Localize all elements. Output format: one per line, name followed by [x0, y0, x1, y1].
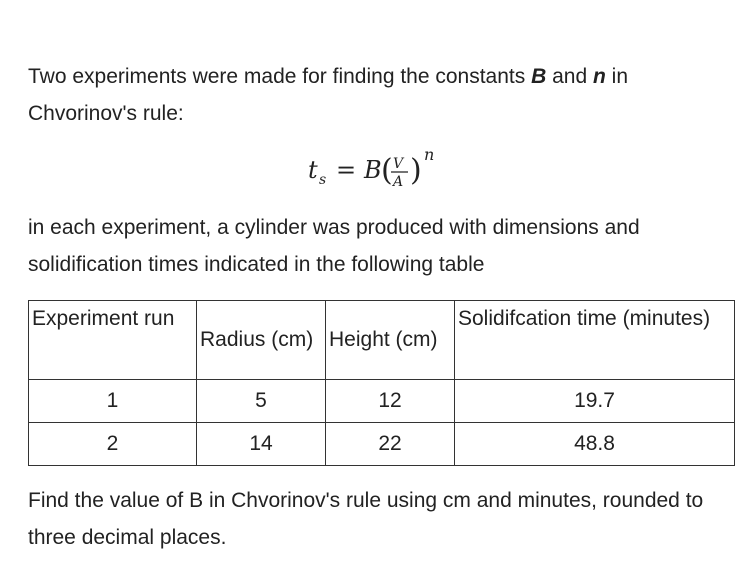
formula-numerator: V	[393, 156, 404, 172]
header-solidification-time: Solidifcation time (minutes)	[455, 301, 735, 380]
constant-n: n	[592, 65, 606, 88]
formula-coef: B	[364, 156, 382, 184]
constant-b: B	[531, 65, 547, 88]
question-paragraph: Find the value of B in Chvorinov's rule using cm and minutes, rounded to three decimal places.	[28, 489, 704, 549]
intro-paragraph	[28, 58, 728, 132]
intro-text-and: and	[546, 65, 593, 88]
description-paragraph: in each experiment, a cylinder was produced with dimensions and solidification times indicated in the following table	[28, 216, 640, 276]
cell-radius: 14	[197, 423, 326, 466]
intro-text-in: in Chvorinov's rule:	[28, 65, 628, 125]
cell-time: 19.7	[455, 380, 735, 423]
formula-open-paren: (	[381, 153, 393, 188]
formula-exponent: n	[424, 145, 435, 164]
table-header-row	[29, 301, 735, 380]
cell-time: 48.8	[455, 423, 735, 466]
cell-run: 1	[29, 380, 197, 423]
cell-height: 22	[326, 423, 455, 466]
cell-radius: 5	[197, 380, 326, 423]
formula-close-paren: )	[410, 153, 422, 188]
chvorinov-formula	[300, 140, 480, 196]
header-height: Height (cm)	[326, 301, 455, 380]
header-experiment-run: Experiment run	[29, 301, 197, 380]
formula-lhs-sub: s	[319, 172, 327, 188]
intro-text-a: Two experiments were made for finding the constants	[28, 65, 532, 88]
formula-lhs: t	[308, 156, 318, 184]
header-radius: Radius (cm)	[197, 301, 326, 380]
experiment-table	[28, 300, 735, 466]
formula-denominator: A	[393, 174, 404, 190]
cell-height: 12	[326, 380, 455, 423]
formula-equals: =	[336, 156, 357, 184]
table-row	[29, 423, 735, 466]
cell-run: 2	[29, 423, 197, 466]
table-row	[29, 380, 735, 423]
